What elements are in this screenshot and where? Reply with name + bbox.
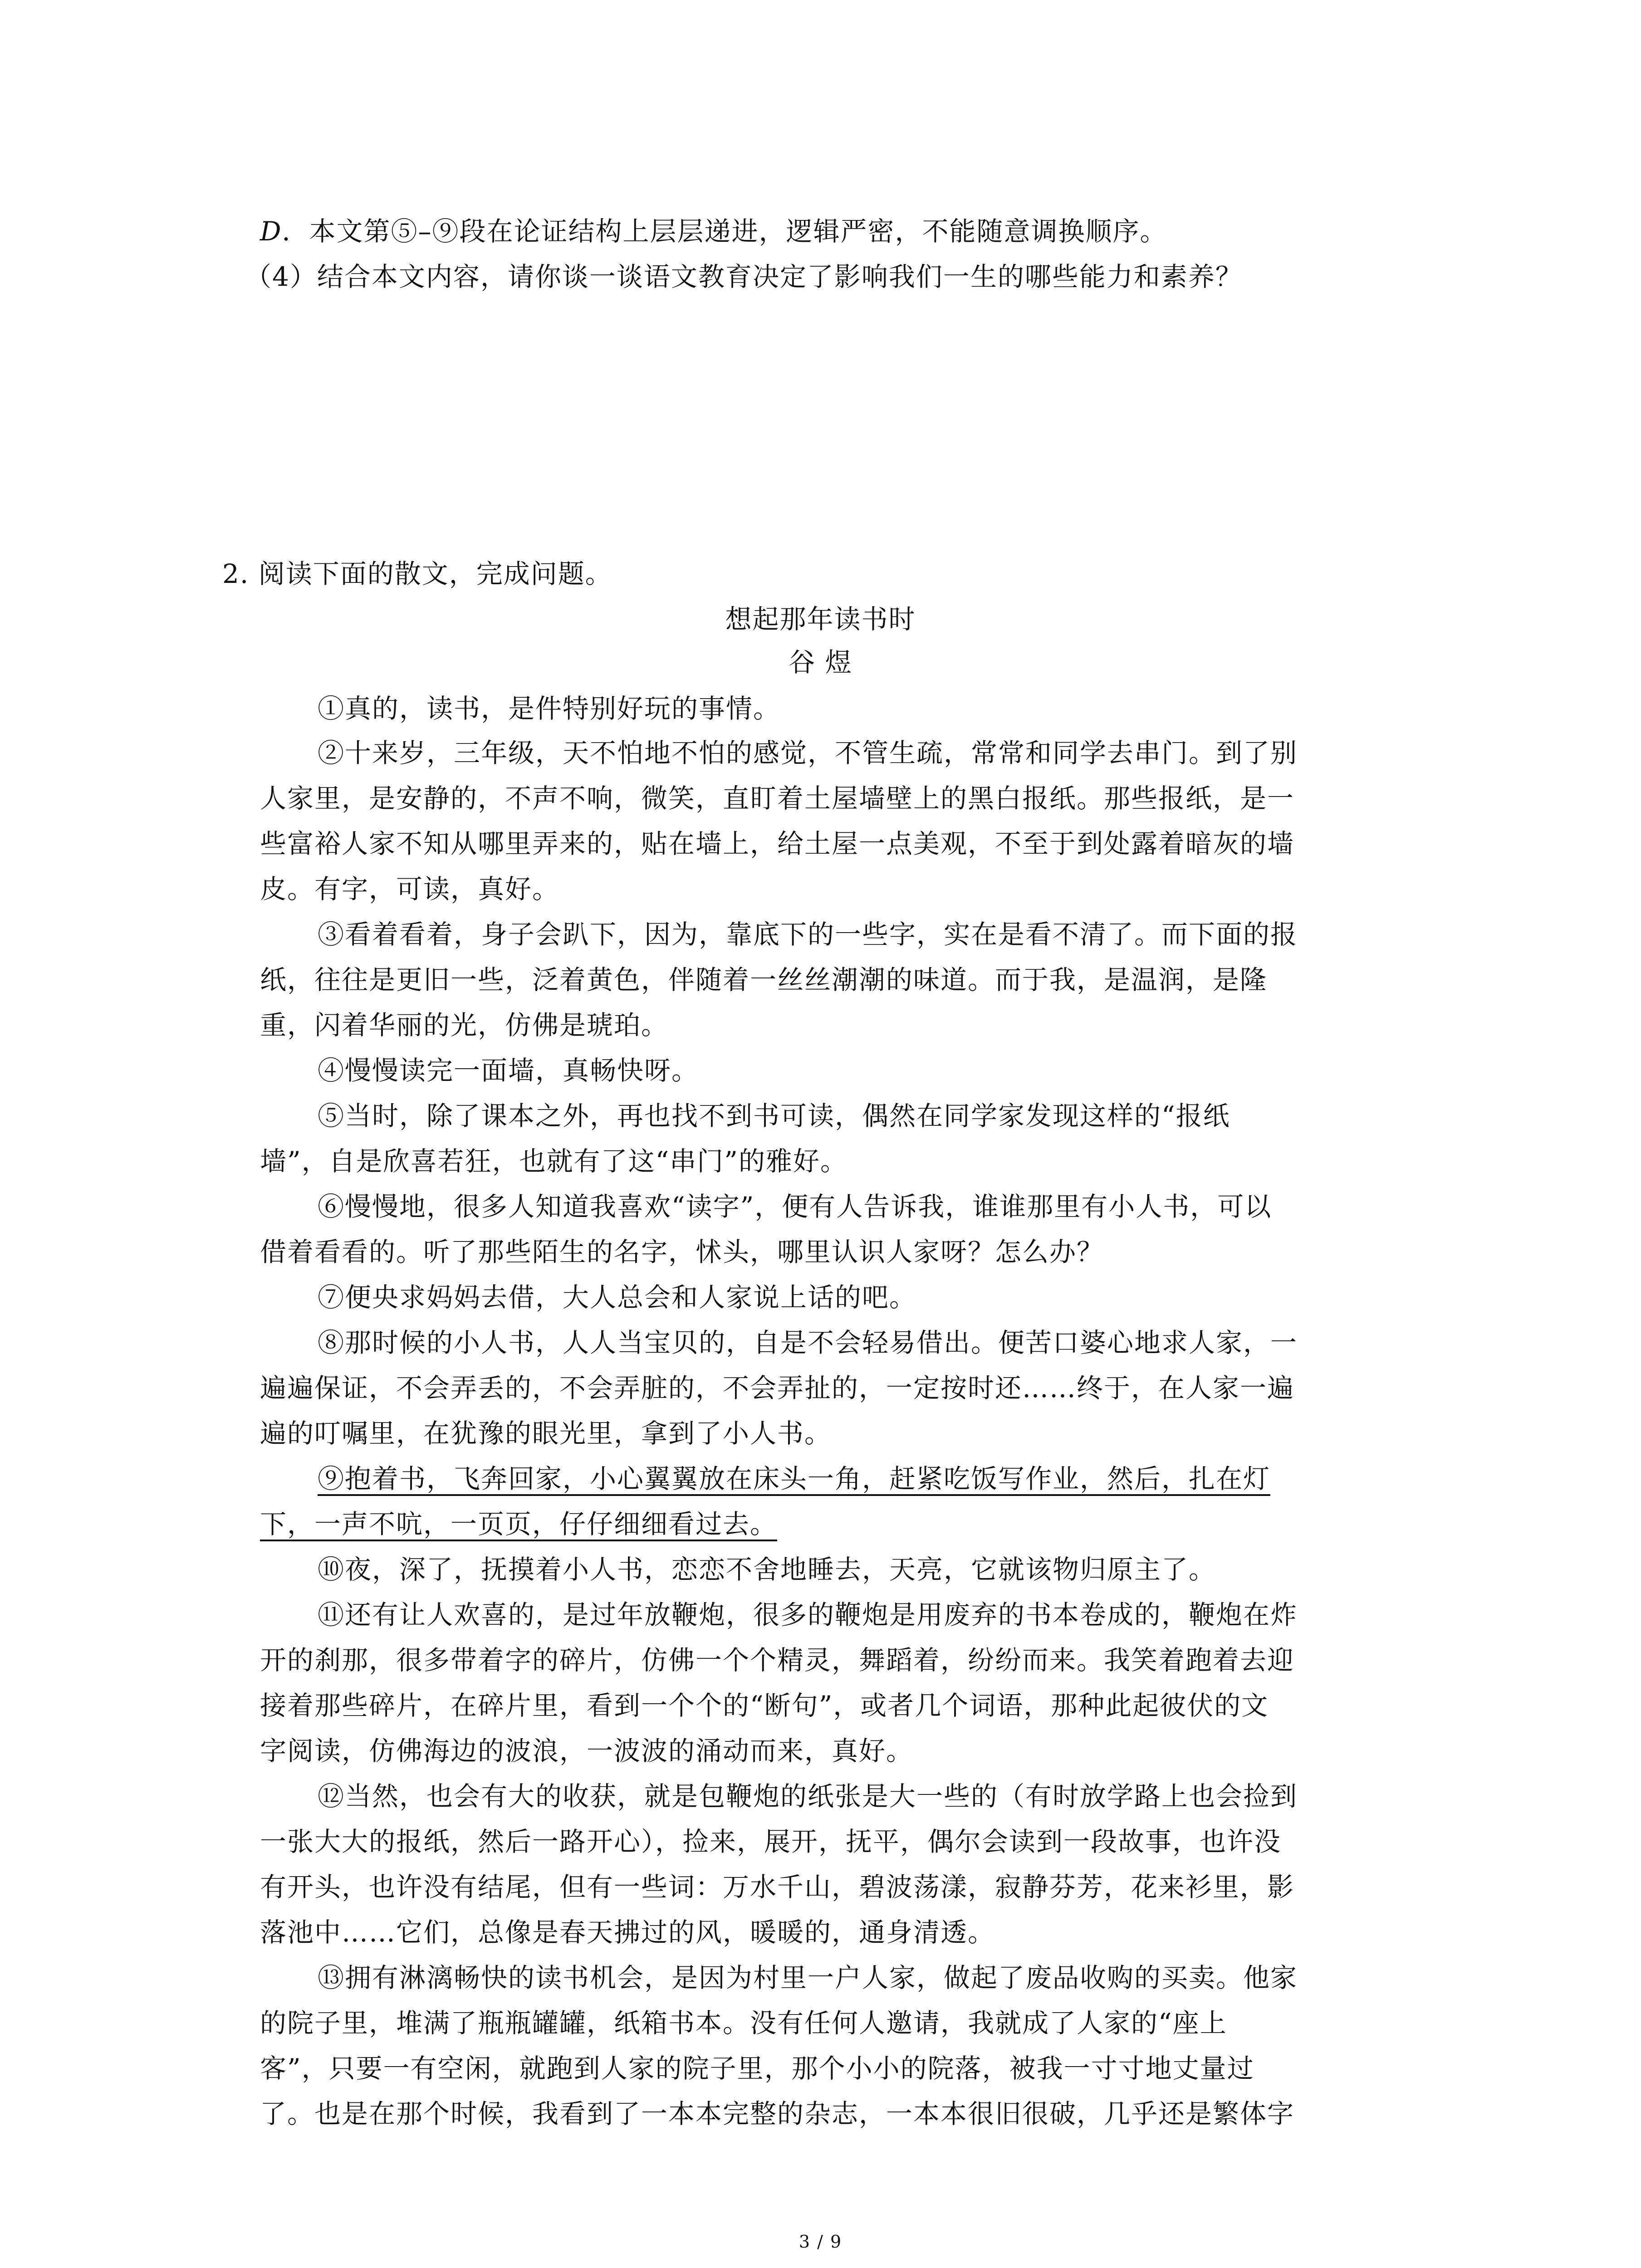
paragraph-line: ⑩夜，深了，抚摸着小人书，恋恋不舍地睡去，天亮，它就该物归原主了。 [318,1554,1216,1585]
section-heading: 2. 阅读下面的散文，完成问题。 [222,558,612,589]
essay-author: 谷 煜 [789,647,852,678]
question-4: （4）结合本文内容，请你谈一谈语文教育决定了影响我们一生的哪些能力和素养？ [245,261,1243,292]
underlined-line: ⑨抱着书，飞奔回家，小心翼翼放在床头一角，赶紧吃饭写作业，然后，扎在灯 [318,1463,1271,1494]
paragraph-line: ③看着看着，身子会趴下，因为，靠底下的一些字，实在是看不清了。而下面的报 [318,919,1298,950]
paragraph-line: 皮。有字，可读，真好。 [260,874,560,904]
paragraph-line: ④慢慢读完一面墙，真畅快呀。 [318,1055,699,1086]
paragraph-line: 遍遍保证，不会弄丢的，不会弄脏的，不会弄扯的，一定按时还……终于，在人家一遍 [260,1373,1295,1403]
page-number: 3 / 9 [798,2232,843,2252]
paragraph-line: ⑤当时，除了课本之外，再也找不到书可读，偶然在同学家发现这样的“报纸 [318,1100,1230,1131]
paragraph-line: 人家里，是安静的，不声不响，微笑，直盯着土屋墙壁上的黑白报纸。那些报纸，是一 [260,783,1295,814]
paragraph-line: 开的刹那，很多带着字的碎片，仿佛一个个精灵，舞蹈着，纷纷而来。我笑着跑着去迎 [260,1645,1295,1676]
paragraph-line: 借着看看的。听了那些陌生的名字，怵头，哪里认识人家呀？怎么办？ [260,1237,1104,1267]
paragraph-line: 的院子里，堆满了瓶瓶罐罐，纸箱书本。没有任何人邀请，我就成了人家的“座上 [260,2008,1227,2038]
paragraph-line: 接着那些碎片，在碎片里，看到一个个的“断句”，或者几个词语，那种此起彼伏的文 [260,1690,1269,1721]
paragraph-line: 一张大大的报纸，然后一路开心），捡来，展开，抚平，偶尔会读到一段故事，也许没 [260,1826,1282,1857]
paragraph-line: 客”，只要一有空闲，就跑到人家的院子里，那个小小的院落，被我一寸寸地丈量过 [260,2053,1254,2084]
paragraph-line: 遍的叮嘱里，在犹豫的眼光里，拿到了小人书。 [260,1418,832,1449]
paragraph-line: ⑦便央求妈妈去借，大人总会和人家说上话的吧。 [318,1282,917,1313]
option-d [260,213,1167,249]
paragraph-line: ⑬拥有淋漓畅快的读书机会，是因为村里一户人家，做起了废品收购的买卖。他家 [318,1962,1298,1993]
paragraph-line: ②十来岁，三年级，天不怕地不怕的感觉，不管生疏，常常和同学去串门。到了别 [318,738,1298,768]
underlined-line: 下，一声不吭，一页页，仔仔细细看过去。 [260,1509,778,1540]
paragraph-line: ⑧那时候的小人书，人人当宝贝的，自是不会轻易借出。便苦口婆心地求人家，一 [318,1327,1298,1358]
paragraph-line: ⑫当然，也会有大的收获，就是包鞭炮的纸张是大一些的（有时放学路上也会捡到 [318,1781,1298,1812]
paragraph-line: 重，闪着华丽的光，仿佛是琥珀。 [260,1010,669,1041]
paragraph-line: ⑪还有让人欢喜的，是过年放鞭炮，很多的鞭炮是用废弃的书本卷成的，鞭炮在炸 [318,1599,1298,1630]
paragraph-line: 有开头，也许没有结尾，但有一些词：万水千山，碧波荡漾，寂静芬芳，花来衫里，影 [260,1872,1295,1902]
paragraph-line: 字阅读，仿佛海边的波浪，一波波的涌动而来，真好。 [260,1735,914,1766]
paragraph-line: 落池中……它们，总像是春天拂过的风，暖暖的，通身清透。 [260,1917,995,1948]
option-d-text: ．本文第⑤–⑨段在论证结构上层层递进，逻辑严密，不能随意调换顺序。 [282,216,1167,247]
paragraph-line: ①真的，读书，是件特别好玩的事情。 [318,693,781,724]
paragraph-line: ⑥慢慢地，很多人知道我喜欢“读字”，便有人告诉我，谁谁那里有小人书，可以 [318,1191,1272,1222]
paragraph-line: 纸，往往是更旧一些，泛着黄色，伴随着一丝丝潮潮的味道。而于我，是温润，是隆 [260,964,1268,995]
paragraph-line: 了。也是在那个时候，我看到了一本本完整的杂志，一本本很旧很破，几乎还是繁体字 [260,2098,1295,2129]
paragraph-line: 墙”，自是欣喜若狂，也就有了这“串门”的雅好。 [260,1146,847,1177]
essay-title: 想起那年读书时 [725,604,916,635]
paragraph-line: 些富裕人家不知从哪里弄来的，贴在墙上，给土屋一点美观，不至于到处露着暗灰的墙 [260,828,1295,859]
option-d-letter: D [260,216,282,247]
